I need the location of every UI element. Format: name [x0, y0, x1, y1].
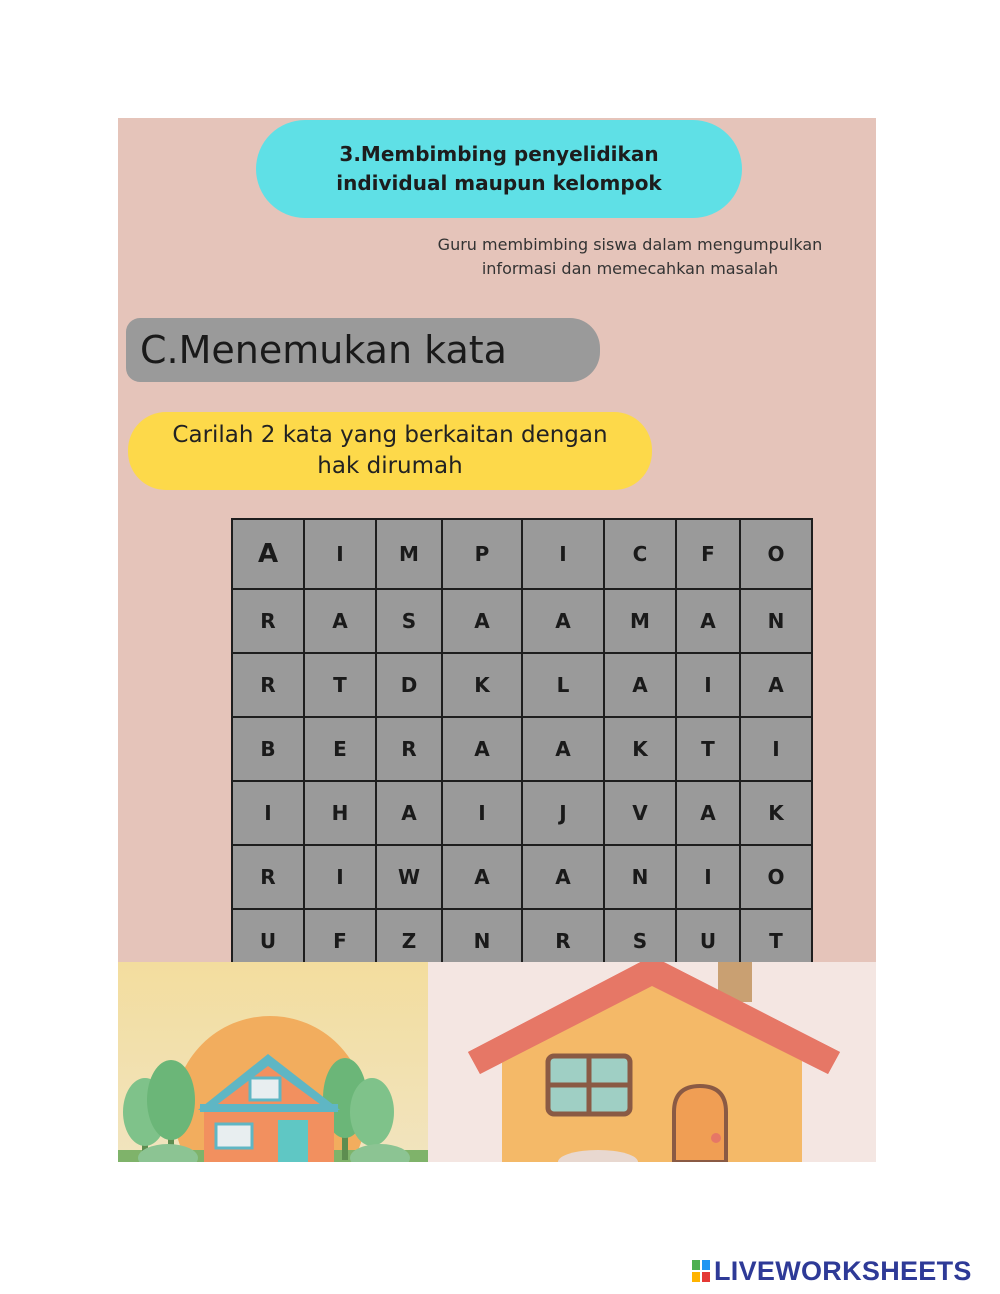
grid-cell[interactable]: I — [232, 781, 304, 845]
grid-row — [232, 653, 812, 717]
grid-cell[interactable]: A — [442, 845, 522, 909]
grid-cell[interactable]: L — [522, 653, 604, 717]
grid-cell[interactable]: R — [232, 589, 304, 653]
grid-row — [232, 519, 812, 589]
grid-cell[interactable]: N — [740, 589, 812, 653]
grid-cell[interactable]: I — [304, 845, 376, 909]
grid-cell[interactable]: A — [604, 653, 676, 717]
grid-cell[interactable]: F — [304, 909, 376, 973]
brand-name: LIVEWORKSHEETS — [714, 1255, 972, 1286]
grid-cell[interactable]: B — [232, 717, 304, 781]
grid-cell[interactable]: A — [442, 589, 522, 653]
grid-cell[interactable]: T — [304, 653, 376, 717]
grid-cell[interactable]: V — [604, 781, 676, 845]
grid-cell[interactable]: I — [442, 781, 522, 845]
grid-cell[interactable]: H — [304, 781, 376, 845]
brand-footer[interactable] — [692, 1256, 972, 1286]
grid-cell[interactable]: O — [740, 519, 812, 589]
step-description: Guru membimbing siswa dalam mengumpulkan informasi dan memecahkan masalah — [437, 235, 823, 278]
grid-cell[interactable]: W — [376, 845, 442, 909]
grid-cell[interactable]: R — [376, 717, 442, 781]
grid-cell[interactable]: A — [522, 589, 604, 653]
grid-cell[interactable]: O — [740, 845, 812, 909]
grid-cell[interactable]: R — [232, 845, 304, 909]
house-with-trees-icon — [118, 962, 428, 1162]
grid-cell[interactable]: C — [604, 519, 676, 589]
grid-cell[interactable]: T — [740, 909, 812, 973]
grid-cell[interactable]: A — [522, 845, 604, 909]
worksheet-page — [118, 118, 876, 1162]
grid-cell[interactable]: I — [676, 653, 740, 717]
step-heading: 3.Membimbing penyelidikan individual maupun kelompok — [336, 142, 662, 195]
grid-cell[interactable]: A — [740, 653, 812, 717]
cartoon-house-icon — [428, 962, 876, 1162]
grid-cell[interactable]: S — [376, 589, 442, 653]
grid-cell[interactable]: U — [676, 909, 740, 973]
grid-cell[interactable]: J — [522, 781, 604, 845]
grid-cell[interactable]: A — [676, 781, 740, 845]
grid-cell[interactable]: K — [740, 781, 812, 845]
grid-cell[interactable]: K — [604, 717, 676, 781]
grid-row — [232, 845, 812, 909]
grid-cell[interactable]: M — [376, 519, 442, 589]
grid-cell[interactable]: D — [376, 653, 442, 717]
grid-cell[interactable]: A — [232, 519, 304, 589]
grid-cell[interactable]: Z — [376, 909, 442, 973]
grid-cell[interactable]: M — [604, 589, 676, 653]
grid-cell[interactable]: A — [376, 781, 442, 845]
grid-cell[interactable]: A — [304, 589, 376, 653]
grid-cell[interactable]: A — [522, 717, 604, 781]
grid-cell[interactable]: R — [232, 653, 304, 717]
grid-cell[interactable]: A — [676, 589, 740, 653]
instruction-text: Carilah 2 kata yang berkaitan dengan hak dirumah — [172, 422, 608, 479]
section-title: C.Menemukan kata — [126, 318, 600, 382]
grid-cell[interactable]: F — [676, 519, 740, 589]
grid-cell[interactable]: U — [232, 909, 304, 973]
grid-cell[interactable]: N — [442, 909, 522, 973]
liveworksheets-logo-icon — [692, 1260, 710, 1282]
grid-cell[interactable]: K — [442, 653, 522, 717]
grid-cell[interactable]: P — [442, 519, 522, 589]
instruction-banner — [128, 412, 652, 490]
grid-row — [232, 717, 812, 781]
grid-cell[interactable]: A — [442, 717, 522, 781]
step-heading-pill — [256, 120, 742, 218]
grid-cell[interactable]: R — [522, 909, 604, 973]
word-search-grid — [231, 518, 813, 974]
grid-row — [232, 589, 812, 653]
grid-cell[interactable]: I — [740, 717, 812, 781]
grid-cell[interactable]: T — [676, 717, 740, 781]
grid-cell[interactable]: I — [304, 519, 376, 589]
grid-cell[interactable]: I — [676, 845, 740, 909]
grid-cell[interactable]: I — [522, 519, 604, 589]
grid-cell[interactable]: E — [304, 717, 376, 781]
grid-cell[interactable]: N — [604, 845, 676, 909]
grid-row — [232, 781, 812, 845]
grid-cell[interactable]: S — [604, 909, 676, 973]
